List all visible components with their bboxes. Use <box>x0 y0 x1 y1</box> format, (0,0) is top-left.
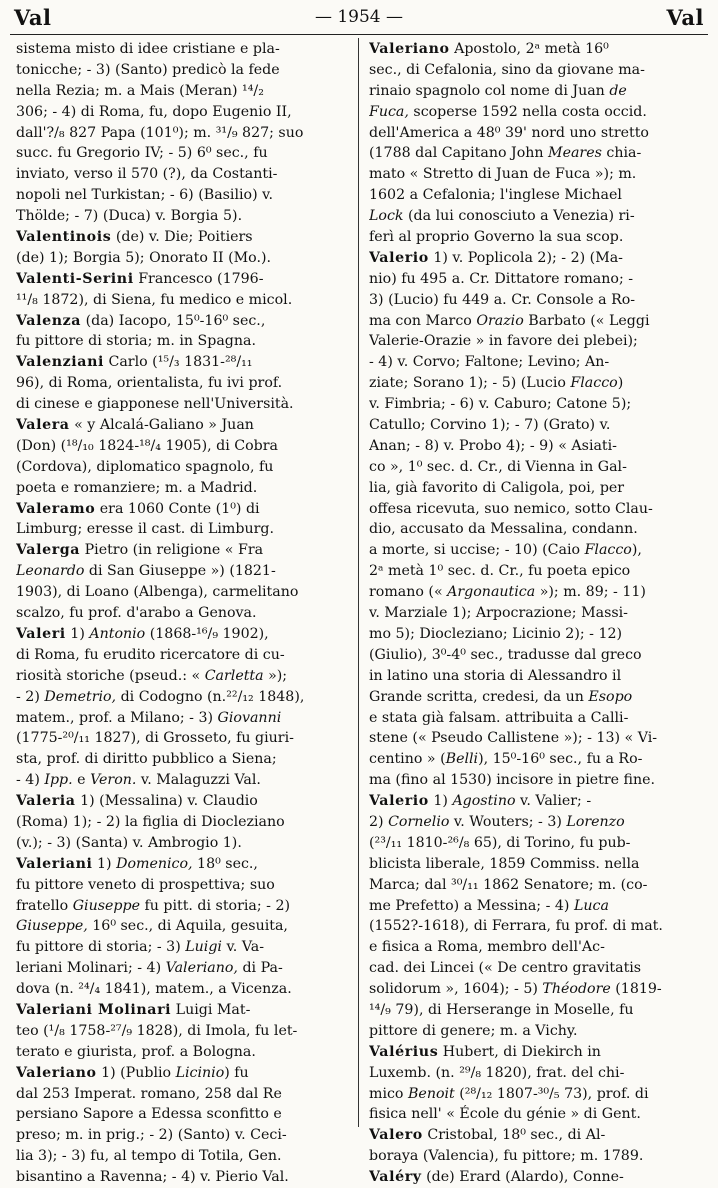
entry-text: solidorum », 1604); - 5) <box>369 981 543 998</box>
text-line <box>369 415 703 436</box>
italic-text: Lorenzo <box>566 813 625 830</box>
entry-text: romano (« <box>369 584 448 601</box>
entry-text: (Roma) 1); - 2) la figlia di Diocleziano <box>16 813 285 830</box>
text-line <box>369 1084 703 1105</box>
entry-text: dova (n. ²⁴/₄ 1841), matem., a Vicenza. <box>16 981 292 998</box>
entry-text: v. Va- <box>221 939 265 956</box>
italic-text: Luca <box>573 897 609 914</box>
italic-text: Cornelio <box>388 813 450 830</box>
text-line <box>16 875 350 896</box>
entry-text: - 4) <box>16 772 45 789</box>
entry-text: mato « Stretto di Juan de Fuca »); m. <box>369 166 637 183</box>
italic-text: Belli <box>445 751 479 768</box>
text-line <box>369 269 703 290</box>
entry-headword: Valerga <box>16 542 81 559</box>
right-column <box>369 39 703 1188</box>
entry-text: ) fu <box>224 1064 249 1081</box>
entry-text: (da lui conosciuto a Venezia) ri- <box>403 208 635 225</box>
header-left-word: Val <box>14 4 52 30</box>
entry-text: (v.); - 3) (Santa) v. Ambrogio 1). <box>16 834 242 851</box>
text-line <box>369 436 703 457</box>
text-line <box>369 185 703 206</box>
entry-text: 96), di Roma, orientalista, fu ivi prof. <box>16 375 283 392</box>
entry-text: »); m. 89; - 11) <box>535 584 646 601</box>
text-line <box>16 1125 350 1146</box>
entry-text: v. Malaguzzi Val. <box>136 772 261 789</box>
entry-text: (Cordova), diplomatico spagnolo, fu <box>16 458 274 475</box>
italic-text: Carletta <box>204 667 264 684</box>
entry-text: (de) v. Die; Poitiers <box>111 229 253 246</box>
entry-text: rinaio spagnolo col nome di Juan <box>369 82 610 99</box>
italic-text: Giuseppe, <box>16 918 88 935</box>
entry-text: 1) (Publio <box>96 1064 176 1081</box>
entry-text: Carlo (¹⁵/₃ 1831-²⁸/₁₁ <box>103 354 253 371</box>
header-rule <box>10 34 708 35</box>
italic-text: Théodore <box>542 981 611 998</box>
text-line <box>16 269 350 290</box>
entry-text: leriani Molinari; - 4) <box>16 960 166 977</box>
text-line <box>369 770 703 791</box>
italic-text: Benoit <box>408 1085 455 1102</box>
entry-text: offesa ricevuta, suo nemico, sotto Clau- <box>369 500 653 517</box>
entry-text: (da) Iacopo, 15⁰-16⁰ sec., <box>81 312 266 329</box>
text-line <box>16 164 350 185</box>
entry-text: Limburg; eresse il cast. di Limburg. <box>16 521 274 538</box>
text-line <box>16 373 350 394</box>
entry-text: Thölde; - 7) (Duca) v. Borgia 5). <box>16 208 243 225</box>
entry-headword: Valeri <box>16 625 66 642</box>
text-line <box>16 102 350 123</box>
entry-text: in latino una storia di Alessandro il <box>369 667 622 684</box>
entry-text: (1788 dal Capitano John <box>369 145 549 162</box>
entry-text: Catullo; Corvino 1); - 7) (Grato) v. <box>369 417 611 434</box>
entry-text: ), 15⁰-16⁰ sec., fu a Ro- <box>478 751 643 768</box>
text-line <box>16 708 350 729</box>
page-header <box>14 3 704 31</box>
text-line <box>16 1042 350 1063</box>
entry-text: ziate; Sorano 1); - 5) (Lucio <box>369 375 571 392</box>
italic-text: Lock <box>369 208 404 225</box>
entry-text: « y Alcalá-Galiano » Juan <box>69 417 254 434</box>
entry-text: nio) fu 495 a. Cr. Dittatore romano; - <box>369 270 634 287</box>
entry-text: terato e giurista, prof. a Bologna. <box>16 1043 256 1060</box>
entry-text: pittore di genere; m. a Vichy. <box>369 1022 578 1039</box>
italic-text: Domenico, <box>116 855 193 872</box>
text-line <box>369 896 703 917</box>
text-line <box>369 687 703 708</box>
text-line <box>16 123 350 144</box>
entry-text: Luigi Mat- <box>171 1001 251 1018</box>
entry-text: boraya (Valencia), fu pittore; m. 1789. <box>369 1148 644 1165</box>
italic-text: Antonio <box>89 625 146 642</box>
entry-headword: Valero <box>369 1127 423 1144</box>
text-line <box>369 833 703 854</box>
entry-text: (1868-¹⁶/₉ 1902), <box>145 625 269 642</box>
entry-text: inviato, verso il 570 (?), da Costanti- <box>16 166 278 183</box>
left-column <box>16 39 350 1188</box>
entry-text: Barbato (« Leggi <box>523 312 650 329</box>
text-line <box>369 1063 703 1084</box>
italic-text: Leonardo <box>16 563 85 580</box>
text-line <box>16 603 350 624</box>
entry-text: scalzo, fu prof. d'arabo a Genova. <box>16 605 257 622</box>
text-line <box>369 39 703 60</box>
italic-text: Orazio <box>476 312 524 329</box>
entry-text: (²⁸/₁₂ 1807-³⁰/₅ 73), prof. di <box>454 1085 649 1102</box>
entry-text: teo (¹/₈ 1758-²⁷/₉ 1828), di Imola, fu let- <box>16 1022 298 1039</box>
entry-text: ), <box>631 542 642 559</box>
entry-text: centino » ( <box>369 751 446 768</box>
entry-text: chia- <box>601 145 642 162</box>
entry-text: tonicche; - 3) (Santo) predicò la fede <box>16 61 280 78</box>
entry-headword: Valerio <box>369 249 429 266</box>
italic-text: Luigi <box>185 939 222 956</box>
text-line <box>369 311 703 332</box>
text-line <box>16 248 350 269</box>
text-line <box>16 143 350 164</box>
text-line <box>16 624 350 645</box>
text-line <box>369 352 703 373</box>
entry-text: e <box>72 772 91 789</box>
entry-headword: Valeriano <box>16 1064 97 1081</box>
text-line <box>16 81 350 102</box>
entry-headword: Valenza <box>16 312 82 329</box>
text-line <box>369 645 703 666</box>
text-line <box>369 331 703 352</box>
italic-text: Ipp. <box>44 772 73 789</box>
italic-text: Giovanni <box>217 709 282 726</box>
text-line <box>369 958 703 979</box>
italic-text: Agostino <box>452 793 516 810</box>
entry-text: riosità storiche (pseud.: « <box>16 667 205 684</box>
entry-text: sec., di Cefalonia, sino da giovane ma- <box>369 61 645 78</box>
text-line <box>369 478 703 499</box>
entry-text: dall'?/₈ 827 Papa (101⁰); m. ³¹/₉ 827; suo <box>16 124 304 141</box>
entry-headword: Valéry <box>369 1169 422 1186</box>
entry-headword: Valera <box>16 417 70 434</box>
text-line <box>16 1000 350 1021</box>
entry-headword: Valenti-Serini <box>16 270 134 287</box>
entry-text: Francesco (1796- <box>133 270 264 287</box>
entry-text: mo 5); Diocleziano; Licinio 2); - 12) <box>369 625 623 642</box>
text-line <box>16 39 350 60</box>
entry-text: di Roma, fu erudito ricercatore di cu- <box>16 646 285 663</box>
entry-text: nella Rezia; m. a Mais (Meran) ¹⁴/₂ <box>16 82 264 99</box>
entry-text: bisantino a Ravenna; - 4) v. Pierio Val. <box>16 1169 289 1186</box>
entry-text: e fisica a Roma, membro dell'Ac- <box>369 939 605 956</box>
header-right-word: Val <box>666 4 704 30</box>
entry-text: fu pitt. di storia; - 2) <box>139 897 291 914</box>
entry-text: dal 253 Imperat. romano, 258 dal Re <box>16 1085 282 1102</box>
text-line <box>369 1125 703 1146</box>
text-line <box>369 854 703 875</box>
text-line <box>369 666 703 687</box>
text-line <box>16 937 350 958</box>
italic-text: de <box>609 82 627 99</box>
text-line <box>369 519 703 540</box>
text-line <box>16 457 350 478</box>
text-line <box>369 290 703 311</box>
text-line <box>16 979 350 1000</box>
text-line <box>16 1021 350 1042</box>
entry-text: 1) <box>92 855 117 872</box>
entry-headword: Valérius <box>369 1043 439 1060</box>
entry-text: e stata già falsam. attribuita a Calli- <box>369 709 629 726</box>
text-line <box>16 791 350 812</box>
text-line <box>369 457 703 478</box>
text-line <box>369 937 703 958</box>
italic-text: Demetrio, <box>44 688 117 705</box>
text-line <box>369 1167 703 1188</box>
entry-text: di Pa- <box>237 960 283 977</box>
entry-text: v. Valier; - <box>515 793 592 810</box>
entry-text: (1775-²⁰/₁₁ 1827), di Grosseto, fu giuri- <box>16 730 294 747</box>
entry-text: (de) Erard (Alardo), Conne- <box>421 1169 624 1186</box>
entry-text: Grande scritta, credesi, da un <box>369 688 589 705</box>
italic-text: Flacco <box>570 375 618 392</box>
entry-text: ) <box>617 375 624 392</box>
text-line <box>16 812 350 833</box>
italic-text: Esopo <box>588 688 633 705</box>
text-line <box>16 1146 350 1167</box>
text-line <box>16 540 350 561</box>
text-line <box>369 708 703 729</box>
entry-text: 2ᵃ metà 1⁰ sec. d. Cr., fu poeta epico <box>369 563 631 580</box>
entry-headword: Valenziani <box>16 354 104 371</box>
entry-text: Marca; dal ³⁰/₁₁ 1862 Senatore; m. (co- <box>369 876 648 893</box>
entry-text: ma con Marco <box>369 312 477 329</box>
entry-text: (1819- <box>610 981 662 998</box>
entry-text: 1) v. Poplicola 2); - 2) (Ma- <box>428 249 623 266</box>
entry-text: 306; - 4) di Roma, fu, dopo Eugenio II, <box>16 103 292 120</box>
entry-text: 16⁰ sec., di Aquila, gesuita, <box>87 918 288 935</box>
text-line <box>16 415 350 436</box>
text-line <box>16 770 350 791</box>
text-line <box>16 60 350 81</box>
text-line <box>369 791 703 812</box>
italic-text: Veron. <box>90 772 137 789</box>
entry-text: 1) <box>65 625 90 642</box>
entry-text: 1903), di Loano (Albenga), carmelitano <box>16 584 299 601</box>
text-line <box>16 1084 350 1105</box>
entry-text: stene (« Pseudo Callistene »); - 13) « Vi- <box>369 730 658 747</box>
text-line <box>369 206 703 227</box>
text-line <box>369 603 703 624</box>
italic-text: Licinio <box>175 1064 225 1081</box>
entry-headword: Valeramo <box>16 500 96 517</box>
text-line <box>16 519 350 540</box>
entry-text: a morte, si uccise; - 10) (Caio <box>369 542 585 559</box>
entry-text: sta, prof. di diritto pubblico a Siena; <box>16 751 277 768</box>
entry-headword: Valentinois <box>16 229 112 246</box>
entry-text: 18⁰ sec., <box>192 855 258 872</box>
text-line <box>369 227 703 248</box>
entry-text: preso; m. in prig.; - 2) (Santo) v. Ceci- <box>16 1127 287 1144</box>
entry-text: Cristobal, 18⁰ sec., di Al- <box>422 1127 606 1144</box>
entry-headword: Valerio <box>369 793 429 810</box>
entry-text: (²³/₁₁ 1810-²⁶/₈ 65), di Torino, fu pub- <box>369 834 631 851</box>
text-line <box>369 1042 703 1063</box>
italic-text: Argonautica <box>447 584 536 601</box>
entry-text: dio, accusato da Messalina, condann. <box>369 521 638 538</box>
text-line <box>16 290 350 311</box>
entry-text: sistema misto di idee cristiane e pla- <box>16 41 280 57</box>
entry-text: di San Giuseppe ») (1821- <box>84 563 276 580</box>
text-line <box>369 164 703 185</box>
text-line <box>16 1104 350 1125</box>
text-line <box>16 728 350 749</box>
entry-text: ¹¹/₈ 1872), di Siena, fu medico e micol. <box>16 291 293 308</box>
text-line <box>369 624 703 645</box>
text-line <box>16 687 350 708</box>
italic-text: Meares <box>548 145 602 162</box>
text-line <box>16 854 350 875</box>
entry-text: lia 3); - 3) fu, al tempo di Totila, Gen. <box>16 1148 282 1165</box>
entry-text: dell'America a 48⁰ 39' nord uno stretto <box>369 124 649 141</box>
text-line <box>16 749 350 770</box>
entry-text: mico <box>369 1085 408 1102</box>
text-line <box>369 875 703 896</box>
text-line <box>369 373 703 394</box>
italic-text: Fuca, <box>369 103 409 120</box>
text-line <box>369 123 703 144</box>
text-line <box>16 331 350 352</box>
entry-text: - 2) <box>16 688 45 705</box>
entry-text: co », 1⁰ sec. d. Cr., di Vienna in Gal- <box>369 458 627 475</box>
italic-text: Giuseppe <box>72 897 140 914</box>
entry-text: lia, già favorito di Caligola, poi, per <box>369 479 625 496</box>
text-line <box>369 143 703 164</box>
text-line <box>369 979 703 1000</box>
text-line <box>369 102 703 123</box>
text-line <box>16 185 350 206</box>
text-line <box>369 728 703 749</box>
text-line <box>16 1167 350 1188</box>
text-line <box>369 499 703 520</box>
entry-text: me Prefetto) a Messina; - 4) <box>369 897 574 914</box>
text-line <box>16 1063 350 1084</box>
text-line <box>369 60 703 81</box>
text-line <box>369 81 703 102</box>
text-line <box>16 394 350 415</box>
text-line <box>369 1021 703 1042</box>
page-number: — 1954 — <box>314 7 404 27</box>
text-line <box>369 749 703 770</box>
text-line <box>16 499 350 520</box>
entry-text: (Don) (¹⁸/₁₀ 1824-¹⁸/₄ 1905), di Cobra <box>16 437 278 454</box>
entry-text: 3) (Lucio) fu 449 a. Cr. Console a Ro- <box>369 291 636 308</box>
entry-text: (1552?-1618), di Ferrara, fu prof. di mat. <box>369 918 663 935</box>
entry-text: Valerie-Orazie » in favore dei plebei); <box>369 333 638 350</box>
text-line <box>16 561 350 582</box>
entry-text: di cinese e giapponese nell'Università. <box>16 396 294 413</box>
text-line <box>16 478 350 499</box>
entry-text: 2) <box>369 813 389 830</box>
entry-text: blicista liberale, 1859 Commiss. nella <box>369 855 640 872</box>
entry-text: ma (fino al 1530) incisore in pietre fine. <box>369 772 656 789</box>
entry-text: succ. fu Gregorio IV; - 5) 6⁰ sec., fu <box>16 145 268 162</box>
text-line <box>16 311 350 332</box>
text-line <box>369 1000 703 1021</box>
text-line <box>16 916 350 937</box>
entry-text: era 1060 Conte (1⁰) di <box>95 500 260 517</box>
text-line <box>369 394 703 415</box>
entry-headword: Valeriani Molinari <box>16 1001 172 1018</box>
entry-text: scoperse 1592 nella costa occid. <box>408 103 647 120</box>
text-line <box>16 352 350 373</box>
entry-text: persiano Sapore a Edessa sconfitto e <box>16 1106 282 1123</box>
text-line <box>369 248 703 269</box>
text-line <box>369 540 703 561</box>
entry-text: 1) (Messalina) v. Claudio <box>75 793 258 810</box>
text-line <box>16 833 350 854</box>
entry-text: Apostolo, 2ᵃ metà 16⁰ <box>449 41 609 57</box>
entry-text: di Codogno (n.²²/₁₂ 1848), <box>116 688 305 705</box>
entry-headword: Valeriani <box>16 855 93 872</box>
column-separator <box>358 38 359 1127</box>
entry-text: fu pittore veneto di prospettiva; suo <box>16 876 275 893</box>
entry-text: 1602 a Cefalonia; l'inglese Michael <box>369 187 622 204</box>
entry-text: Luxemb. (n. ²⁹/₈ 1820), frat. del chi- <box>369 1064 625 1081</box>
entry-text: fu pittore di storia; - 3) <box>16 939 186 956</box>
text-line <box>16 582 350 603</box>
text-line <box>16 206 350 227</box>
entry-text: matem., prof. a Milano; - 3) <box>16 709 218 726</box>
entry-text: Hubert, di Diekirch in <box>438 1043 601 1060</box>
entry-text: »); <box>263 667 288 684</box>
text-line <box>369 561 703 582</box>
entry-text: Pietro (in religione « Fra <box>80 542 264 559</box>
entry-text: ferì al proprio Governo la sua scop. <box>369 229 624 246</box>
entry-text: ¹⁴/₉ 79), di Herserange in Moselle, fu <box>369 1001 634 1018</box>
italic-text: Flacco <box>584 542 632 559</box>
text-line <box>369 582 703 603</box>
text-line <box>369 1146 703 1167</box>
italic-text: Valeriano, <box>165 960 238 977</box>
entry-text: v. Fimbria; - 6) v. Caburo; Catone 5); <box>369 396 632 413</box>
entry-text: poeta e romanziere; m. a Madrid. <box>16 479 258 496</box>
text-line <box>16 227 350 248</box>
text-line <box>16 666 350 687</box>
entry-headword: Valeriano <box>369 41 450 57</box>
text-line <box>369 916 703 937</box>
text-line <box>16 896 350 917</box>
entry-text: (Giulio), 3⁰-4⁰ sec., tradusse dal greco <box>369 646 642 663</box>
text-line <box>16 645 350 666</box>
entry-text: - 4) v. Corvo; Faltone; Levino; An- <box>369 354 610 371</box>
entry-text: fratello <box>16 897 73 914</box>
entry-text: fisica nell' « École du génie » di Gent. <box>369 1106 641 1123</box>
entry-headword: Valeria <box>16 793 76 810</box>
entry-text: fu pittore di storia; m. in Spagna. <box>16 333 256 350</box>
entry-text: cad. dei Lincei (« De centro gravitatis <box>369 960 642 977</box>
text-line <box>369 1104 703 1125</box>
entry-text: v. Marziale 1); Arpocrazione; Massi- <box>369 605 628 622</box>
entry-text: (de) 1); Borgia 5); Onorato II (Mo.). <box>16 249 272 266</box>
entry-text: 1) <box>428 793 453 810</box>
entry-text: nopoli nel Turkistan; - 6) (Basilio) v. <box>16 187 273 204</box>
entry-text: v. Wouters; - 3) <box>449 813 567 830</box>
text-line <box>16 958 350 979</box>
entry-text: Anan; - 8) v. Probo 4); - 9) « Asiati- <box>369 437 617 454</box>
text-line <box>369 812 703 833</box>
text-line <box>16 436 350 457</box>
